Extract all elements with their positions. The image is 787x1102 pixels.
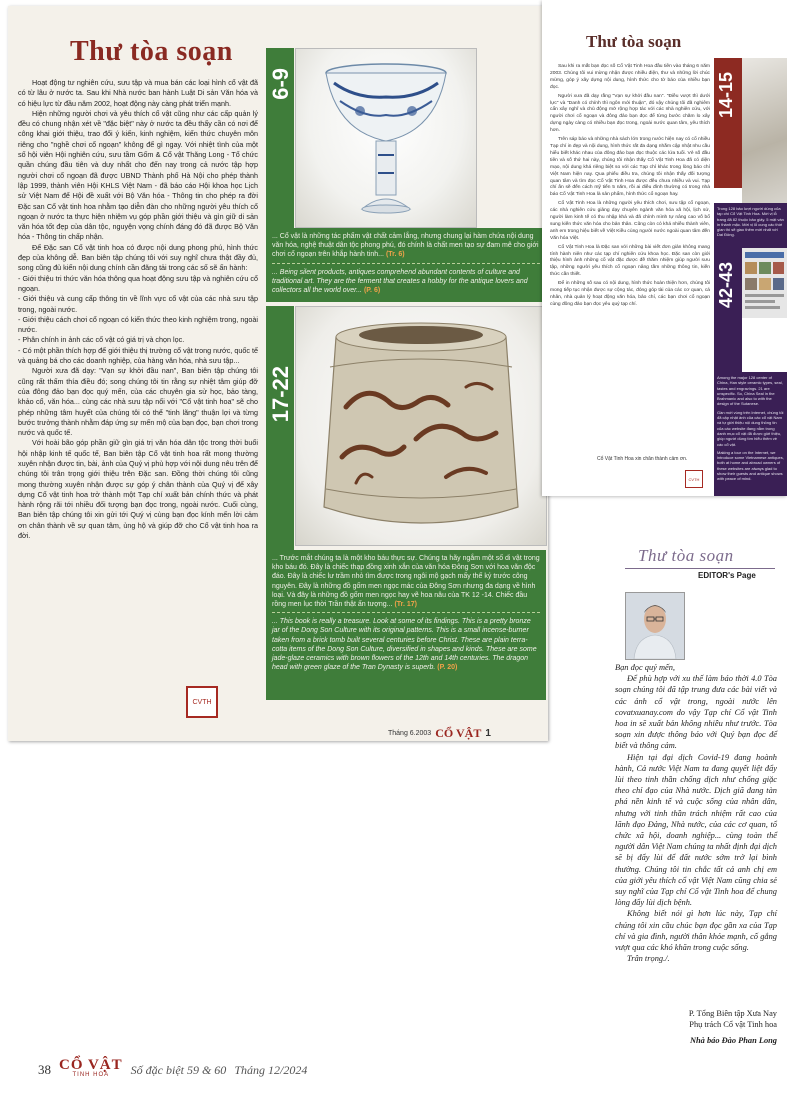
article-body [550, 64, 710, 311]
page-ref-band [714, 248, 742, 372]
paragraph: Hiện tại đại dịch Covid-19 đang hoành hành, Cả nước Việt Nam ta đang quyết liệt đẩy lùi theo tinh thần chống dịch như chống giặc theo chỉ đạo của Nhà nước. Dịch giã đang tàn phá nền kinh tế và cuộc sống của nhân dân, nhưng với tinh thần trách nhiệm rất cao của lãnh đạo Đảng, Nhà nước, của các cơ quan, tổ chức xã hội, doanh nghiệp... cùng toàn thể người dân Việt Nam chúng ta nhất định đại dịch sẽ bị đẩy lùi để đất nước sớm trở lại bình thường. Chúng tôi tin chắc tất cả anh chị em của giới yêu thích cổ vật Việt Nam cũng chia sẻ suy nghĩ của Tạp chí Cổ vật Tinh hoa để chung lòng đẩy lùi dịch bệnh. [615, 752, 777, 908]
greeting: Bạn đọc quý mến, [615, 663, 676, 672]
statue-photo [742, 58, 787, 203]
page-reference: (P. 6) [363, 287, 381, 295]
caption-text-vi: ... Trước mắt chúng ta là một kho báu thực sự. Chúng ta hãy ngắm một số di vật trong kho báu đó. Đây là chiếc thạp đồng xinh xắn của văn hóa Đông Sơn với hoa văn độc đáo. Đây là chiếc lư trầm nhỏ tìm được trong ngôi mộ gạch mấy thế kỷ trước công nguyên. Đây là những đồ gốm men ngọc mác của Đông Sơn nhưng đa dạng về hình loại. Và đây là những đồ gốm men ngọc hay vẽ hoa nâu của TK 12 -14. Chiếc đầu rồng men lục thời Trần thật ấn tượng... [272, 555, 540, 609]
page-title: Thư tòa soạn [586, 32, 682, 51]
signature-titles [625, 1008, 777, 1030]
bullet-item: - Phân chính in ảnh các cổ vật có giá trị và chọn lọc. [18, 335, 185, 345]
bullet-item: - Giới thiệu cách chơi cổ ngoạn có kiến thức theo kinh nghiệm trong, ngoài nước. [18, 314, 258, 335]
page-footer [388, 726, 491, 741]
bullet-item: - Có một phần thích hợp để giới thiệu thị trường cổ vật trong nước, quốc tế và quảng bá cho các doanh nghiệp, của hàng văn hóa, nhà sưu tập... [18, 345, 258, 366]
magazine-logo [59, 1057, 123, 1080]
paragraph: Để Đặc san Cổ vật tinh hoa có được nội dung phong phú, hình thức đẹp của không dễ. Ban biên tập chúng tôi với suy nghĩ chưa thật đầy đủ, song cũng đủ kiến nội dung chính cần đăng tải trong các số sẽ ấn hành: [18, 242, 258, 273]
stem-cup-photo [295, 48, 477, 228]
seal-stamp: CVTH [186, 686, 218, 718]
logo-sub-text: TINH HOA [72, 1072, 110, 1078]
editor-letter [615, 662, 777, 964]
caption-text: Making a tour on the Internet, we introduce some Vietnamese antiques, both at home and abroad owners of these websites are always glad to show their guests and antique shows with peace of mind. [717, 449, 784, 482]
signature-title-line: P. Tổng Biên tập Xưa Nay [688, 1009, 777, 1018]
paragraph: Hiện những người chơi và yêu thích cổ vật cũng như các cấp quản lý đều có chung nhận xét về "đặc biệt" này ở nước ta đều thấy cần có nơi để công khai giới thiệu, trao đổi ý kiến, kinh nghiệm, kiến thức chuyên môn riêng cho "nghề chơi cổ ngoạn" không để gì ngay. Với nhiệt tình của một số hội viên Hội nghiên cứu, sưu tầm Gốm & Cổ vật Thăng Long - Tổ chức quần chúng đầu tiên và duy nhất cho đến nay trong cả nước tập hợp người chơi cổ ngoạn đã được UBND Thành phố Hà Nội cho phép thành lập 1999, thành viên Hội KHLS Việt Nam - đã báo cáo Hội khoa học Lịch sử Việt Nam để Hội đề xuất với Bộ Văn hóa - Thông tin cho phép ra đời Đặc san Cổ vật tinh hoa nhằm tạo diễn đàn cho những người yêu thích cổ ngoạn ở nước ta thực hiện nhiệm vụ góp phần giới thiệu và gìn giữ di sản văn hóa tốt đẹp của dân tộc, nguyện vọng chính đáng đó đã được Bộ Văn hóa - Thông tin chấp nhận. [18, 108, 258, 242]
ceramic-jar-photo [295, 306, 547, 546]
seal-stamp: CVTH [685, 470, 703, 488]
paragraph: Để in những số sau có nội dung, hình thức hoàn thiện hơn, chúng tôi mong tiếp tục nhận được sự cộng tác, đóng góp tài của các cơ quan, cá nhân, nhà quản lý hoạt động văn hóa, bảo chí, các bạn chơi cổ ngoạn cùng đông đảo bạn đọc yêu quý tạp chí. [550, 281, 710, 307]
signature-title-line: Phụ trách Cổ vật Tinh hoa [689, 1020, 777, 1029]
paragraph: Không biết nói gì hơn lúc này, Tạp chí chúng tôi xin cầu chúc bạn đọc gần xa của Tạp chí và gia đình, người thân khỏe mạnh, cố gắng vượt qua các khó khăn trong cuộc sống. [615, 909, 777, 953]
page-ref-number: 17-22 [268, 366, 293, 423]
caption-text-vi: ... Cổ vật là những tác phẩm vật chất cảm lắng, nhưng chung lại hàm chứa nội dung văn hóa, nghệ thuật dân tộc phong phú, đó chính là chất men tạo sự đam mê cho giới chơi cổ ngoạn trên khắp hành tinh... [272, 233, 539, 259]
caption-text-en: ... Being silent products, antiques comprehend abundant contents of culture and traditional art. They are the ferment that creates a hobby for the antique lovers and collectors all the world over... [272, 268, 528, 295]
article-body [18, 78, 258, 541]
paragraph: Để phù hợp với xu thế làm báo thời 4.0 Tòa soạn chúng tôi đã tập trung đưa các bài viết và các ảnh cổ vật trong, ngoài nước lên covatxuanay.com do vậy Tạp chí Cổ vật Tinh hoa in sẽ xuất bản không nhiều như trước. Tòa soạn xin được thông báo với Quý bạn đọc để biết và thông cảm. [615, 674, 777, 751]
page-ref-number: 42-43 [716, 262, 736, 309]
photo-caption: Trong 128 bảo lượt người dùng của tạp chí Cổ Vật Tinh Hoa. Mời vị lỗ trang đã 82 thuộc bảo giấy. 5 mật ván in thành mặc. Mời vị lỗ cung các thời gian thì sẽ giao thêm mới nhất với Dai Đông. [714, 203, 787, 248]
paragraph: Sau khi ra mắt bạn đọc số Cổ Vật Tinh Hoa đầu tiên vào tháng 6 năm 2003. Chúng tôi vui mừng nhận được nhiều điện, thư và những lời chúc mừng, góp ý xây dựng nội dung, hình thức cho tờ báo của nhiều bạn đọc. [550, 64, 710, 90]
website-screenshot-photo [742, 248, 787, 318]
signature-line: Cổ Vật Tinh Hoa xin chân thành cảm ơn. [597, 456, 688, 462]
issue-label: Số đặc biệt 59 & 60 [130, 1062, 227, 1077]
photo-caption [714, 372, 787, 496]
bullet-item: - Giới thiệu và cung cấp thông tin về lĩnh vực cổ vật của các nhà sưu tập trong, ngoài nước. [18, 294, 258, 314]
closing: Trân trọng./. [627, 954, 670, 964]
stem-cup-illustration [296, 49, 476, 227]
photo-caption [266, 228, 546, 302]
ceramic-jar-illustration [296, 307, 546, 545]
editor-page-tag: EDITOR's Page [698, 571, 756, 580]
magazine-page-left [8, 6, 548, 741]
page-ref-band [266, 306, 294, 550]
page-title: Thư tòa soạn [70, 36, 233, 67]
editor-portrait [625, 592, 685, 660]
caption-text: Among the major 128 center of China, Han style ceramic types, seal, tastes and engravings. 21 are unspecific. So, China Seal in the Brahmanic and also to with the design of the Sutanese. [717, 375, 783, 407]
issue-date: Tháng 6.2003 [388, 730, 432, 737]
magazine-logo: CỔ VẬT [435, 726, 482, 740]
page-footer [38, 1057, 308, 1080]
page-reference: (Tr. 17) [394, 601, 418, 609]
divider [625, 568, 775, 569]
page-ref-number: 14-15 [716, 72, 736, 119]
portrait-illustration [626, 593, 684, 659]
page-reference: (Tr. 6) [385, 251, 405, 259]
editor-heading: Thư tòa soạn [638, 546, 734, 565]
paragraph: Với hoài bão góp phần giữ gìn giá trị văn hóa dân tộc trong thời buổi hội nhập kinh tế quốc tế, Ban biên tập Cổ vật tinh hoa rất mong thường xuyên nhận được tin, bài, ảnh của Quý vị phù hợp với nội dung nêu trên để chúng tôi trân trọng giới thiệu trên Đặc san. Đồng thời chúng tôi cũng mong thường xuyên nhận được sự góp ý chân thành của Quý vị để xây dựng Cổ vật tinh hoa trở thành một Tạp chí xuất bản chính thức và phát hành rộng rãi tới nhiều đối tượng bạn đọc trong, ngoài nước. Cuối cùng, Ban biên tập chúng tôi xin gửi tới Quý vị cùng bạn đọc kính mến lời cảm ơn chân thành về sự quan tâm, ủng hộ và giúp đỡ cho Cổ vật tinh hoa ra đời. [18, 438, 258, 541]
paragraph: Người xưa đã dạy: "Vạn sự khởi đầu nan", Ban biên tập chúng tôi cũng rất thấm thía điều đó; song chúng tôi tin rằng sự nhiệt tâm giúp đỡ của đông đảo bạn đọc quý mến, của các chuyên gia sử học, bảo tàng, khảo cổ, văn hóa... cùng các nhà sưu tập nổi với "Cổ vật tinh hoa" sẽ cho phép những tâm huyết của chúng tôi có thể "tinh lãng" thuận lợi và từng bước trưởng thành nhằm đáp ứng sự mến mộ của bạn đọc, bạn chơi trong nước và quốc tế. [18, 366, 258, 438]
photo-caption [266, 550, 546, 700]
paragraph: Cổ Vật Tinh Hoa là những người yêu thích chơi, sưu tập cổ ngoạn, các nhà nghiên cứu giảng dạy chuyên ngành văn hóa xã hội, lịch sử, người làm kinh tế có thu nhập khá và đã chính mình tự nâng cao vố bổ sung kiến thức văn hóa cho bản thân. Cũng còn có khá nhiều thành viên, anh em trong hiệu biết về Việt Kiều cùng người nước ngoài quan tâm đến Văn hóa Việt. [550, 201, 710, 241]
page-reference: (P. 20) [437, 664, 458, 672]
magazine-page-right [542, 0, 787, 496]
page-number: 1 [485, 728, 491, 739]
page-ref-band [714, 58, 742, 188]
paragraph: Cổ Vật Tinh Hoa là Đặc san với những bài viết đơn giản không mang tính hành niên như các tạp chí nghiên cứu khoa học. Đặc san còn giới thiệu hình ảnh những cổ vật đặc được đề thăm nhiệm giúp người sưu tập, những người yêu thích cổ ngoạn nâng tầm những thông tin, kiến thức cần thiết. [550, 244, 710, 278]
page-ref-number: 6-9 [268, 68, 293, 100]
website-thumbnail-illustration [742, 248, 787, 318]
page-ref-band [266, 48, 294, 228]
caption-text-en: ... This book is really a treasure. Look at some of its findings. This is a pretty bronze jar of the Dong Son Culture with its original patterns. This is a small incense-burner taken from a brick tomb built several centuries before Christ. These are plain terra-cotta items of the Dong Son Culture, diversified in shapes and kinds. These are some jade-glaze ceramics with brown flowers of the 12th and 14th centuries. The dragon head with green glaze of the Tran Dynasty is superb. [272, 618, 537, 672]
signature-name: Nhà báo Đào Phan Long [689, 1036, 777, 1045]
bullet-item: - Giới thiệu tri thức văn hóa thông qua hoạt động sưu tập và nghiên cứu cổ ngoạn. [18, 273, 258, 293]
paragraph: Hoạt động tư nghiên cứu, sưu tập và mua bán các loại hình cổ vật đã có từ lâu ở nước ta. Sau khi Nhà nước ban hành Luật Di sản Văn hóa và có hiệu lực từ đầu năm 2002, hoạt động này càng phát triển mạnh. [18, 78, 258, 108]
paragraph: Người xưa đã dạy rằng "Vạn sự khởi đầu nan". "Điều vượt thì dưới lực" và "Danh có chính thì ngôn mới thuận", đó vậy chúng tôi đã nghiêm cẩn xây nghĩ và chủ động mở rộng hợp tác với các nhà nghiên cứu, với người chơi cổ ngoạn và đông đảo bạn đọc để từng bước chăm lo xây dựng ngày càng có nhiều bạn đọc trong, ngoài nước quan tâm, yêu thích hơn. [550, 93, 710, 134]
page-number: 38 [38, 1062, 51, 1077]
logo-main-text: CỔ VẬT [59, 1057, 123, 1073]
caption-text: Gần mới vùng trên Internet, chúng tôi đã cập nhật ảnh của các cổ vật Nam và tự giới thiệu nội dung thông tin của các website đang nằm trong danh mục cổ vật đã được giới thiệu, giúp người dùng tìm hiểu thêm về các cổ vật. [717, 409, 784, 447]
issue-date: Tháng 12/2024 [234, 1062, 308, 1077]
paragraph: Trên sáp báo và những nhà sách lớn trong nước hiện nay có cổ nhiều Tạp chí in đẹp và nội dung, hình thức rất đa dạng nhằm cập nhật nhu cầu hiểu biết khác nhau của đông đảo bạn đọc thuộc các lứa tuổi. Vẻ số đầu tiên và số thứ hai này, chúng tôi nhận thấy Cổ Vật Tinh Hoa đã có diện mạo, nội dung khá riêng biệt so với các Tạp chí khác trong lòng báo chí Việt Nam hiện nay. Qua phiếu điều tra, chúng tôi nhận thấy đối tượng quan tâm và tìm đọc Cổ Vật Tinh Hoa được đều chưa nhiều và vui. Tạp chí ấn sẽ đến cách mỹ tiến 5 năm, rồi ai điều đình thường có trong nhà báo Cổ Vật Tinh Hoa là sản phẩm, hình thức cổ ngoạn hay. [550, 137, 710, 198]
